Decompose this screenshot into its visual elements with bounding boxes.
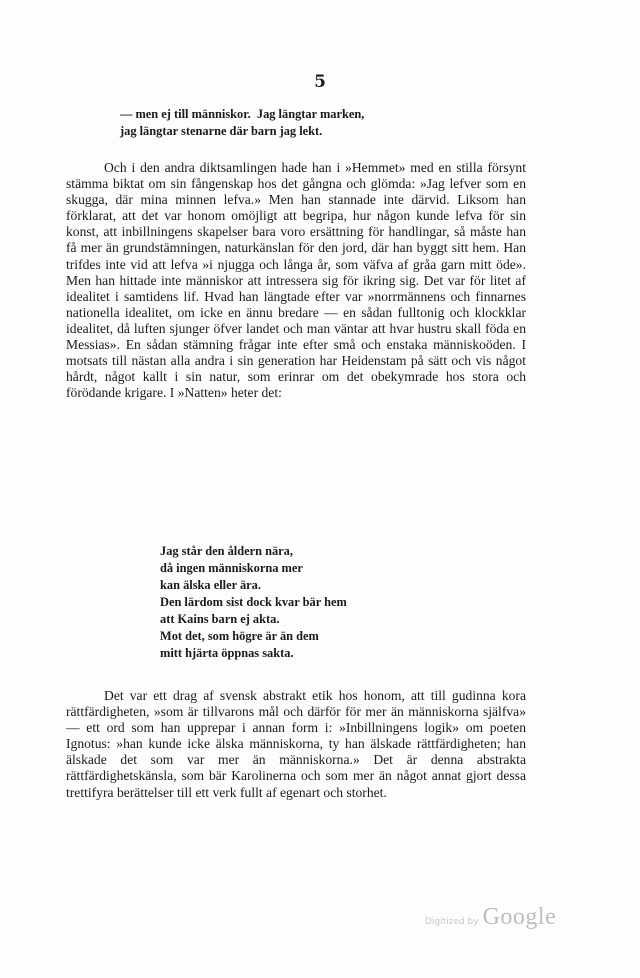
body-paragraph-2: Det var ett drag af svensk abstrakt etik hos honom, att till gudinna kora rättfärdigheten, »som är tillvarons mål och därför för mer än människorna själfva» — ett ord som han upprepar i annan form i: »Inbillningens logik» om poeten Ignotus: »han kunde icke älska människorna, ty han älskade rättfärdigheten; han älskade det som var mer än människorna.» Det är denna abstrakta rättfärdighetskänsla, som bär Karolinerna och som mer än något annat gjort dessa trettifyra berättelser till ett verk fullt af egenart och storhet. (66, 688, 526, 800)
page-number: 5 (314, 72, 326, 92)
google-logo: Google (482, 904, 557, 930)
watermark-prefix: Digitized by (425, 917, 479, 927)
digitized-watermark (425, 904, 556, 931)
body-paragraph-1: Och i den andra diktsamlingen hade han i »Hemmet» med en stilla försynt stämma biktat om sin fångenskap hos det gångna och glömda: »Jag lefver som en skugga, där mina minnen lefva.» Men han stannade inte därvid. Liksom han förklarat, att det var honom omöjligt att begripa, hur någon kunde lefva för sin konst, att inbillningens skapelser bara voro ersättning för handlingar, så måste han få mer än grundstämningen, naturkänslan för den jord, där han byggt sitt hem. Han trifdes inte vid att lefva »i njugga och långa år, som väfva af gråa garn mitt öde». Men han hittade inte människor att intressera sig för ikring sig. Det var för litet af idealitet i samtidens lif. Hvad han längtade efter var »norrmännens och finnarnes nationella idealitet, om icke en ännu bredare — en sådan fulltonig och klockklar idealitet, då luften sjunger öfver landet och man väntar att hvar hustru skall föda en Messias». En sådan stämning frågar inte efter små och enstaka människoöden. I motsats till nästan alla andra i sin generation har Heidenstam på sätt och vis något hårdt, något kallt i sin natur, som erinrar om det obekymrade hos stora och förödande krigare. I »Natten» heter det: (66, 160, 526, 401)
poem-stanza: Jag står den åldern nära, då ingen människorna mer kan älska eller ära. Den lärdom sist dock kvar bär hem att Kains barn ej akta. Mot det, som högre är än dem mitt hjärta öppnas sakta. (160, 544, 347, 660)
epigraph: — men ej till människor. Jag längtar marken, jag längtar stenarne där barn jag lekt. (120, 107, 365, 138)
